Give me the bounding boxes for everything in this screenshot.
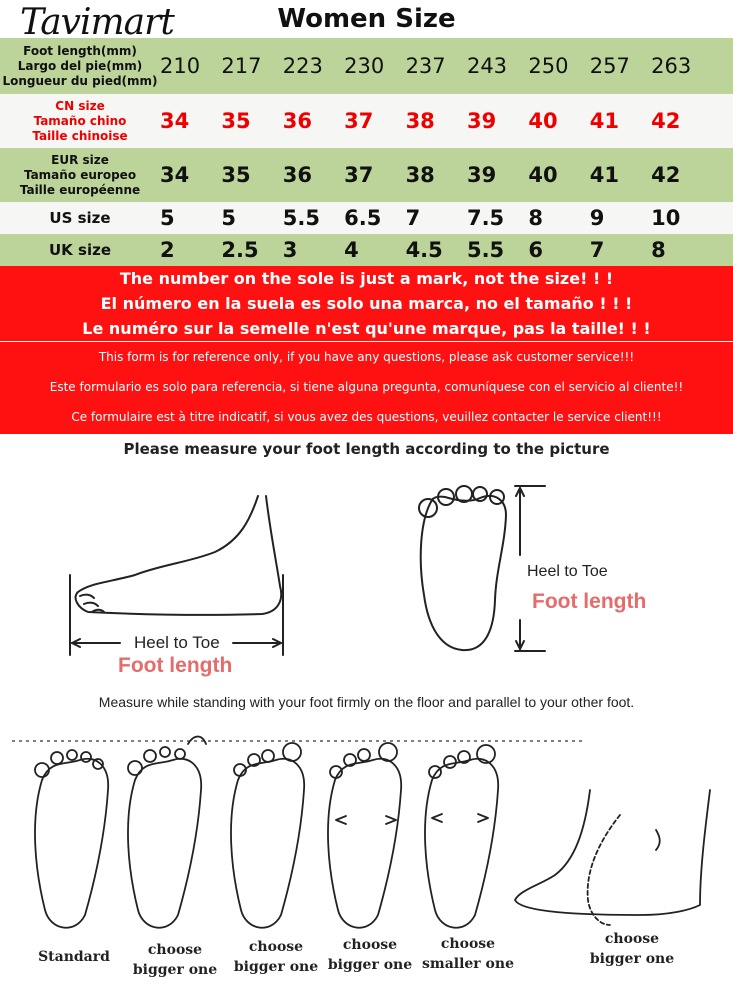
caption-line: bigger one [589,951,675,967]
caption-line: Standard [38,949,110,965]
caption-bigger-2 [226,937,326,977]
cell: 2 [160,238,175,262]
cell: 41 [589,109,619,133]
label-line: Largo del pie(mm) [17,58,143,73]
caption-bigger-1 [125,940,225,980]
cell: 38 [405,109,435,133]
reference-notice-fr: Ce formulaire est à titre indicatif, si vous avez des questions, veuillez contacter le service client!!! [71,410,662,424]
cell: 230 [344,54,385,78]
foot-standard-drawing [35,759,108,928]
cell: 36 [282,163,313,187]
cell: 38 [405,163,435,187]
sole-notice-fr: Le numéro sur la semelle n'est qu'une marque, pas la taille! ! ! [82,319,651,338]
cell: 243 [466,54,508,78]
cell: 34 [160,163,190,187]
label-line: Tamaño chino [33,113,127,128]
cell: 36 [282,109,313,133]
cell: 2.5 [221,238,259,262]
cell: 37 [344,163,374,187]
cell: 8 [651,238,666,262]
cell: 5.5 [466,238,505,262]
cell: 41 [589,163,619,187]
us-size-label: US size [49,208,111,227]
cell: 9 [589,206,605,230]
caption-line: smaller one [422,956,514,972]
reference-notice-es: Este formulario es solo para referencia, si tiene alguna pregunta, comuníquese con el servicio al cliente!! [49,380,684,394]
cell: 42 [651,109,681,133]
label-line: Foot length(mm) [23,43,137,58]
heel-to-toe-label-sole: Heel to Toe [527,563,608,580]
foot-bigger1-drawing [128,759,201,928]
caption-line: bigger one [132,962,218,978]
sole-drawing [421,496,506,650]
cell: 237 [405,54,446,78]
heel-to-toe-label-side: Heel to Toe [134,633,220,652]
label-line: Taille chinoise [32,128,128,143]
label-line: Taille européenne [19,182,141,197]
sole-notice-es: El número en la suela es solo una marca, no el tamaño ! ! ! [100,294,633,313]
cell: 39 [466,163,497,187]
reference-notice-en: This form is for reference only, if you have any questions, please ask customer service!!! [98,350,635,364]
foot-bigger3-drawing [328,759,401,928]
cell: 35 [221,163,251,187]
measure-instructions-title: Please measure your foot length according to the picture [123,440,610,458]
foot-length-label-sole: Foot length [532,590,647,613]
cell: 250 [528,54,569,78]
caption-side-bigger [580,929,684,969]
cell: 263 [651,54,692,78]
caption-line: choose [440,936,496,952]
cell: 35 [221,109,251,133]
caption-bigger-3 [320,935,420,975]
cell: 5 [160,206,175,230]
caption-line: bigger one [327,957,413,973]
cell: 257 [589,54,630,78]
sole-notice-en: The number on the sole is just a mark, not the size! ! ! [119,269,614,288]
cell: 7 [589,238,605,262]
caption-smaller [416,934,520,974]
cell: 37 [344,109,374,133]
cell: 5.5 [282,206,320,230]
cell: 4.5 [405,238,443,262]
standing-instruction: Measure while standing with your foot firmly on the floor and parallel to your other foot. [98,694,635,710]
uk-size-label: UK size [49,240,111,259]
foot-length-label-side: Foot length [118,654,233,677]
page-title: Women Size [277,4,456,34]
caption-line: choose [604,931,660,947]
brand-logo: Tavimart [20,2,174,43]
cell: 10 [651,206,681,230]
cell: 7.5 [466,206,505,230]
cell: 4 [344,238,359,262]
label-line: Longueur du pied(mm) [2,73,158,88]
foot-smaller-drawing [425,759,498,928]
caption-line: bigger one [233,959,319,975]
cell: 217 [221,54,262,78]
foot-bigger2-drawing [231,759,304,928]
label-line: CN size [55,98,105,113]
cell: 5 [221,206,237,230]
foot-side-bigger-drawing [515,790,710,915]
cell: 42 [651,163,681,187]
cell: 7 [405,206,421,230]
cell: 34 [160,109,190,133]
cell: 223 [282,54,323,78]
cell: 8 [528,206,543,230]
caption-line: choose [147,942,203,958]
cell: 210 [160,54,201,78]
caption-standard [22,947,126,967]
cell: 39 [466,109,497,133]
label-line: EUR size [51,152,109,167]
side-foot-drawing [76,496,282,615]
label-line: Tamaño europeo [23,167,137,182]
cell: 40 [528,109,558,133]
cell: 6.5 [344,206,382,230]
caption-line: choose [342,937,398,953]
cell: 6 [528,238,543,262]
cell: 40 [528,163,558,187]
cell: 3 [282,238,298,262]
caption-line: choose [248,939,304,955]
